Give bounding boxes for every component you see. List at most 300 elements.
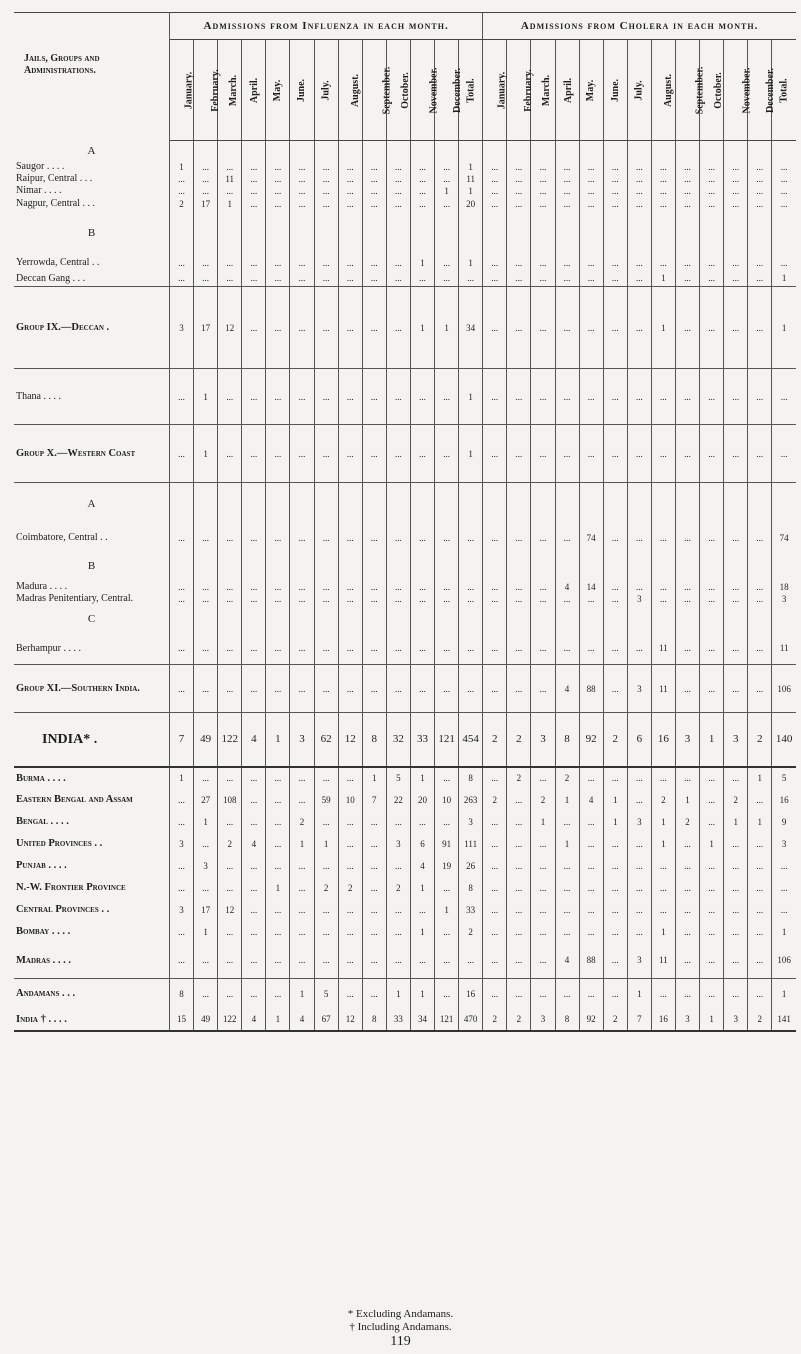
cholera-cell: 2 <box>603 1009 627 1031</box>
cholera-cell: ... <box>772 425 796 483</box>
influenza-cell: 3 <box>170 287 194 369</box>
cholera-cell: 2 <box>603 713 627 767</box>
cholera-cell: ... <box>531 665 555 713</box>
cholera-cell: 9 <box>772 811 796 833</box>
influenza-cell: ... <box>242 425 266 483</box>
influenza-cell: ... <box>266 855 290 877</box>
influenza-cell: 4 <box>242 713 266 767</box>
cholera-cell: 18 <box>772 581 796 593</box>
cholera-cell: ... <box>700 665 724 713</box>
influenza-cell: ... <box>194 767 218 789</box>
cholera-cell <box>772 141 796 161</box>
influenza-cell: ... <box>242 855 266 877</box>
influenza-cell: ... <box>314 271 338 287</box>
cholera-cell: ... <box>748 855 772 877</box>
cholera-cell: ... <box>507 979 531 1009</box>
cholera-cell <box>603 211 627 255</box>
influenza-cell: ... <box>242 161 266 173</box>
month-header-inf-3: April. <box>242 40 266 141</box>
row-label: Nimar . . . . <box>14 185 170 197</box>
row-label: Madras Penitentiary, Central. <box>14 593 170 605</box>
influenza-cell: ... <box>242 173 266 185</box>
influenza-cell: 62 <box>314 713 338 767</box>
influenza-cell: ... <box>459 581 483 593</box>
cholera-cell: ... <box>603 581 627 593</box>
influenza-cell: 1 <box>410 287 434 369</box>
influenza-cell: ... <box>362 185 386 197</box>
cholera-cell: ... <box>651 369 675 425</box>
cholera-cell: ... <box>724 161 748 173</box>
cholera-cell: ... <box>507 271 531 287</box>
cholera-cell: 1 <box>651 271 675 287</box>
influenza-cell: ... <box>410 271 434 287</box>
cholera-cell: ... <box>700 921 724 943</box>
cholera-cell: ... <box>555 173 579 185</box>
table-row <box>14 833 796 855</box>
cholera-cell: ... <box>603 979 627 1009</box>
influenza-group-header: Admissions from Influenza in each month. <box>170 13 483 40</box>
cholera-cell: ... <box>675 173 699 185</box>
influenza-cell <box>170 483 194 525</box>
cholera-cell: ... <box>531 197 555 211</box>
influenza-cell: ... <box>410 665 434 713</box>
cholera-cell: ... <box>724 979 748 1009</box>
influenza-cell: 1 <box>459 369 483 425</box>
cholera-cell: ... <box>483 525 507 551</box>
influenza-cell: 6 <box>410 833 434 855</box>
influenza-cell: 8 <box>362 1009 386 1031</box>
cholera-cell: ... <box>675 369 699 425</box>
section-label: B <box>14 211 170 255</box>
influenza-cell: 16 <box>459 979 483 1009</box>
influenza-cell <box>338 551 362 581</box>
influenza-cell: ... <box>410 425 434 483</box>
influenza-cell: ... <box>170 943 194 979</box>
cholera-cell: ... <box>531 921 555 943</box>
cholera-cell: ... <box>507 789 531 811</box>
cholera-cell <box>483 211 507 255</box>
influenza-cell: ... <box>218 877 242 899</box>
cholera-cell: ... <box>483 581 507 593</box>
table-row <box>14 979 796 1009</box>
cholera-cell: ... <box>700 979 724 1009</box>
influenza-cell <box>314 211 338 255</box>
influenza-cell <box>266 141 290 161</box>
cholera-cell: ... <box>603 525 627 551</box>
cholera-cell: 14 <box>579 581 603 593</box>
cholera-cell: 3 <box>531 1009 555 1031</box>
cholera-cell: 1 <box>531 811 555 833</box>
cholera-cell: ... <box>555 899 579 921</box>
influenza-cell: ... <box>314 197 338 211</box>
cholera-cell: ... <box>579 197 603 211</box>
influenza-cell: ... <box>410 369 434 425</box>
cholera-cell: ... <box>748 425 772 483</box>
cholera-cell: ... <box>748 525 772 551</box>
influenza-cell: ... <box>266 593 290 605</box>
influenza-cell <box>338 605 362 633</box>
cholera-cell: ... <box>748 287 772 369</box>
influenza-cell: ... <box>218 425 242 483</box>
influenza-cell: ... <box>338 255 362 271</box>
cholera-cell: ... <box>675 833 699 855</box>
influenza-cell: ... <box>338 665 362 713</box>
cholera-cell: ... <box>531 271 555 287</box>
influenza-cell: 8 <box>362 713 386 767</box>
influenza-cell: ... <box>314 255 338 271</box>
influenza-cell: ... <box>170 811 194 833</box>
cholera-cell: 1 <box>772 271 796 287</box>
influenza-cell: ... <box>266 525 290 551</box>
influenza-cell: ... <box>242 979 266 1009</box>
cholera-cell: ... <box>555 811 579 833</box>
cholera-cell: ... <box>700 943 724 979</box>
influenza-cell: ... <box>362 921 386 943</box>
cholera-cell: ... <box>483 979 507 1009</box>
cholera-cell: ... <box>483 593 507 605</box>
influenza-cell: ... <box>218 665 242 713</box>
cholera-cell: ... <box>531 369 555 425</box>
influenza-cell: ... <box>435 173 459 185</box>
month-header-cho-2: March. <box>531 40 555 141</box>
influenza-cell: ... <box>242 369 266 425</box>
cholera-cell: ... <box>579 287 603 369</box>
cholera-cell: ... <box>651 161 675 173</box>
cholera-cell: ... <box>531 877 555 899</box>
influenza-cell: ... <box>338 979 362 1009</box>
influenza-cell: ... <box>362 287 386 369</box>
influenza-cell: ... <box>362 811 386 833</box>
cholera-cell <box>724 483 748 525</box>
cholera-cell: ... <box>627 789 651 811</box>
row-label: N.-W. Frontier Province <box>14 877 170 899</box>
cholera-cell <box>531 483 555 525</box>
cholera-cell: ... <box>675 899 699 921</box>
month-header-inf-12: Total. <box>459 40 483 141</box>
cholera-cell: 2 <box>507 767 531 789</box>
row-label: Thana . . . . <box>14 369 170 425</box>
influenza-cell: 7 <box>362 789 386 811</box>
cholera-cell: ... <box>724 581 748 593</box>
influenza-cell: 91 <box>435 833 459 855</box>
section-label: C <box>14 605 170 633</box>
cholera-cell: ... <box>603 197 627 211</box>
cholera-cell: ... <box>483 173 507 185</box>
influenza-cell: ... <box>386 525 410 551</box>
cholera-cell: 16 <box>772 789 796 811</box>
influenza-cell: ... <box>170 369 194 425</box>
influenza-cell: 2 <box>218 833 242 855</box>
cholera-cell: 11 <box>651 943 675 979</box>
influenza-cell: 7 <box>170 713 194 767</box>
influenza-cell: ... <box>266 173 290 185</box>
cholera-cell: ... <box>675 633 699 665</box>
cholera-cell: ... <box>555 287 579 369</box>
influenza-cell: 12 <box>338 1009 362 1031</box>
cholera-cell: 16 <box>651 713 675 767</box>
month-header-cho-10: November. <box>724 40 748 141</box>
cholera-cell: ... <box>603 593 627 605</box>
influenza-cell: ... <box>435 593 459 605</box>
influenza-cell: ... <box>386 255 410 271</box>
cholera-cell: 3 <box>531 713 555 767</box>
influenza-cell <box>218 211 242 255</box>
influenza-cell: ... <box>266 789 290 811</box>
cholera-cell: ... <box>627 833 651 855</box>
influenza-cell: ... <box>194 185 218 197</box>
cholera-cell: 2 <box>507 713 531 767</box>
influenza-cell: 470 <box>459 1009 483 1031</box>
month-header-inf-5: June. <box>290 40 314 141</box>
influenza-cell: ... <box>290 255 314 271</box>
influenza-cell: ... <box>266 767 290 789</box>
cholera-cell: 1 <box>748 811 772 833</box>
influenza-cell <box>410 483 434 525</box>
cholera-cell: 1 <box>772 287 796 369</box>
cholera-cell: ... <box>603 255 627 271</box>
cholera-cell: ... <box>651 185 675 197</box>
influenza-cell: 2 <box>314 877 338 899</box>
influenza-cell: ... <box>410 593 434 605</box>
influenza-cell: 1 <box>290 833 314 855</box>
influenza-cell: 33 <box>410 713 434 767</box>
cholera-cell: ... <box>700 767 724 789</box>
influenza-cell: ... <box>435 921 459 943</box>
cholera-cell: 1 <box>651 811 675 833</box>
influenza-cell: ... <box>435 943 459 979</box>
cholera-cell: 2 <box>651 789 675 811</box>
influenza-cell: 1 <box>410 255 434 271</box>
influenza-cell: ... <box>314 943 338 979</box>
cholera-cell: ... <box>627 173 651 185</box>
influenza-cell: 4 <box>242 833 266 855</box>
cholera-cell: 3 <box>724 713 748 767</box>
cholera-cell: ... <box>627 581 651 593</box>
cholera-cell <box>748 551 772 581</box>
influenza-cell: ... <box>386 287 410 369</box>
influenza-cell: 1 <box>410 877 434 899</box>
influenza-cell: ... <box>242 767 266 789</box>
cholera-cell: ... <box>555 593 579 605</box>
month-header-inf-7: August. <box>338 40 362 141</box>
table-row <box>14 581 796 593</box>
cholera-cell: ... <box>772 855 796 877</box>
cholera-cell: ... <box>675 425 699 483</box>
cholera-cell: ... <box>724 633 748 665</box>
cholera-cell: ... <box>700 425 724 483</box>
influenza-cell: ... <box>314 633 338 665</box>
cholera-cell: ... <box>483 943 507 979</box>
influenza-cell: ... <box>459 271 483 287</box>
cholera-cell: ... <box>651 525 675 551</box>
influenza-cell: ... <box>242 811 266 833</box>
cholera-cell: ... <box>724 369 748 425</box>
cholera-cell: ... <box>555 525 579 551</box>
influenza-cell: 1 <box>459 185 483 197</box>
influenza-cell: ... <box>290 197 314 211</box>
influenza-cell: ... <box>338 197 362 211</box>
influenza-cell: ... <box>242 943 266 979</box>
influenza-cell: ... <box>266 979 290 1009</box>
influenza-cell: ... <box>266 811 290 833</box>
influenza-cell: ... <box>314 525 338 551</box>
cholera-cell: 1 <box>724 811 748 833</box>
cholera-cell: ... <box>675 593 699 605</box>
cholera-cell: ... <box>675 767 699 789</box>
cholera-cell: ... <box>579 979 603 1009</box>
cholera-cell: 3 <box>627 593 651 605</box>
section-row <box>14 141 796 161</box>
cholera-cell <box>603 141 627 161</box>
cholera-cell: ... <box>772 369 796 425</box>
cholera-cell: ... <box>748 197 772 211</box>
admissions-table <box>14 12 796 1032</box>
cholera-cell: ... <box>724 185 748 197</box>
cholera-cell: ... <box>507 811 531 833</box>
cholera-cell: ... <box>724 921 748 943</box>
cholera-cell: ... <box>555 877 579 899</box>
cholera-cell: ... <box>555 425 579 483</box>
cholera-cell: ... <box>507 833 531 855</box>
cholera-cell: ... <box>675 979 699 1009</box>
table-row <box>14 811 796 833</box>
influenza-cell: 1 <box>459 425 483 483</box>
influenza-cell: ... <box>290 855 314 877</box>
cholera-cell: ... <box>748 271 772 287</box>
cholera-cell <box>555 141 579 161</box>
influenza-cell <box>194 141 218 161</box>
cholera-cell: ... <box>603 767 627 789</box>
influenza-cell <box>410 211 434 255</box>
influenza-cell: ... <box>338 833 362 855</box>
cholera-cell: 3 <box>724 1009 748 1031</box>
cholera-cell: ... <box>531 255 555 271</box>
cholera-cell: ... <box>603 665 627 713</box>
cholera-cell: 11 <box>772 633 796 665</box>
influenza-cell: ... <box>362 425 386 483</box>
influenza-cell: ... <box>314 811 338 833</box>
cholera-cell <box>748 605 772 633</box>
cholera-cell: ... <box>603 161 627 173</box>
influenza-cell: ... <box>194 525 218 551</box>
cholera-cell: 16 <box>651 1009 675 1031</box>
influenza-cell: ... <box>435 425 459 483</box>
influenza-cell: ... <box>386 665 410 713</box>
influenza-cell: ... <box>362 255 386 271</box>
influenza-cell: 108 <box>218 789 242 811</box>
cholera-cell: ... <box>675 943 699 979</box>
influenza-cell <box>386 211 410 255</box>
influenza-cell: ... <box>194 271 218 287</box>
influenza-cell: 1 <box>410 921 434 943</box>
influenza-cell: ... <box>242 877 266 899</box>
influenza-cell <box>242 483 266 525</box>
influenza-cell: ... <box>386 943 410 979</box>
influenza-cell: 2 <box>170 197 194 211</box>
cholera-cell: ... <box>748 173 772 185</box>
cholera-cell: ... <box>700 593 724 605</box>
influenza-cell: ... <box>338 593 362 605</box>
cholera-cell: ... <box>603 833 627 855</box>
cholera-cell: ... <box>675 161 699 173</box>
cholera-cell: ... <box>603 877 627 899</box>
influenza-cell: 1 <box>170 161 194 173</box>
influenza-cell: 3 <box>194 855 218 877</box>
cholera-cell: ... <box>483 287 507 369</box>
table-row <box>14 921 796 943</box>
month-header-cho-4: May. <box>579 40 603 141</box>
cholera-cell: ... <box>772 255 796 271</box>
cholera-cell: 2 <box>675 811 699 833</box>
cholera-cell: ... <box>555 979 579 1009</box>
cholera-cell <box>651 211 675 255</box>
cholera-cell: ... <box>748 633 772 665</box>
influenza-cell <box>290 605 314 633</box>
influenza-cell: ... <box>314 287 338 369</box>
influenza-cell: 33 <box>386 1009 410 1031</box>
cholera-cell: ... <box>627 525 651 551</box>
influenza-cell: ... <box>242 665 266 713</box>
cholera-cell: 4 <box>579 789 603 811</box>
cholera-cell: 1 <box>772 921 796 943</box>
row-label: Coimbatore, Central . . <box>14 525 170 551</box>
influenza-cell: ... <box>242 899 266 921</box>
cholera-cell: ... <box>507 921 531 943</box>
influenza-cell: ... <box>459 943 483 979</box>
influenza-cell <box>290 141 314 161</box>
cholera-cell: 92 <box>579 713 603 767</box>
influenza-cell <box>242 551 266 581</box>
influenza-cell: ... <box>242 921 266 943</box>
influenza-cell <box>386 483 410 525</box>
cholera-cell: ... <box>700 525 724 551</box>
influenza-cell <box>242 605 266 633</box>
month-header-inf-0: January. <box>170 40 194 141</box>
cholera-cell <box>675 551 699 581</box>
cholera-cell <box>748 211 772 255</box>
cholera-cell: ... <box>507 593 531 605</box>
influenza-cell: ... <box>338 271 362 287</box>
cholera-cell: ... <box>651 767 675 789</box>
cholera-cell: ... <box>507 197 531 211</box>
influenza-cell <box>266 605 290 633</box>
cholera-cell: ... <box>603 173 627 185</box>
influenza-cell: ... <box>170 173 194 185</box>
cholera-cell: 2 <box>748 1009 772 1031</box>
cholera-cell <box>483 551 507 581</box>
influenza-cell: ... <box>435 161 459 173</box>
cholera-cell: ... <box>507 943 531 979</box>
influenza-cell <box>266 551 290 581</box>
section-row <box>14 483 796 525</box>
influenza-cell: 33 <box>459 899 483 921</box>
cholera-cell: ... <box>748 789 772 811</box>
cholera-cell <box>724 211 748 255</box>
influenza-cell: ... <box>242 633 266 665</box>
influenza-cell: 3 <box>386 833 410 855</box>
cholera-cell: 3 <box>627 665 651 713</box>
influenza-cell: ... <box>290 185 314 197</box>
row-label: Group XI.—Southern India. <box>14 665 170 713</box>
cholera-cell <box>579 605 603 633</box>
cholera-cell: 4 <box>555 665 579 713</box>
influenza-cell: 1 <box>459 255 483 271</box>
influenza-cell <box>194 483 218 525</box>
cholera-cell: ... <box>700 899 724 921</box>
influenza-cell: ... <box>338 767 362 789</box>
cholera-cell <box>675 141 699 161</box>
influenza-cell: ... <box>435 369 459 425</box>
